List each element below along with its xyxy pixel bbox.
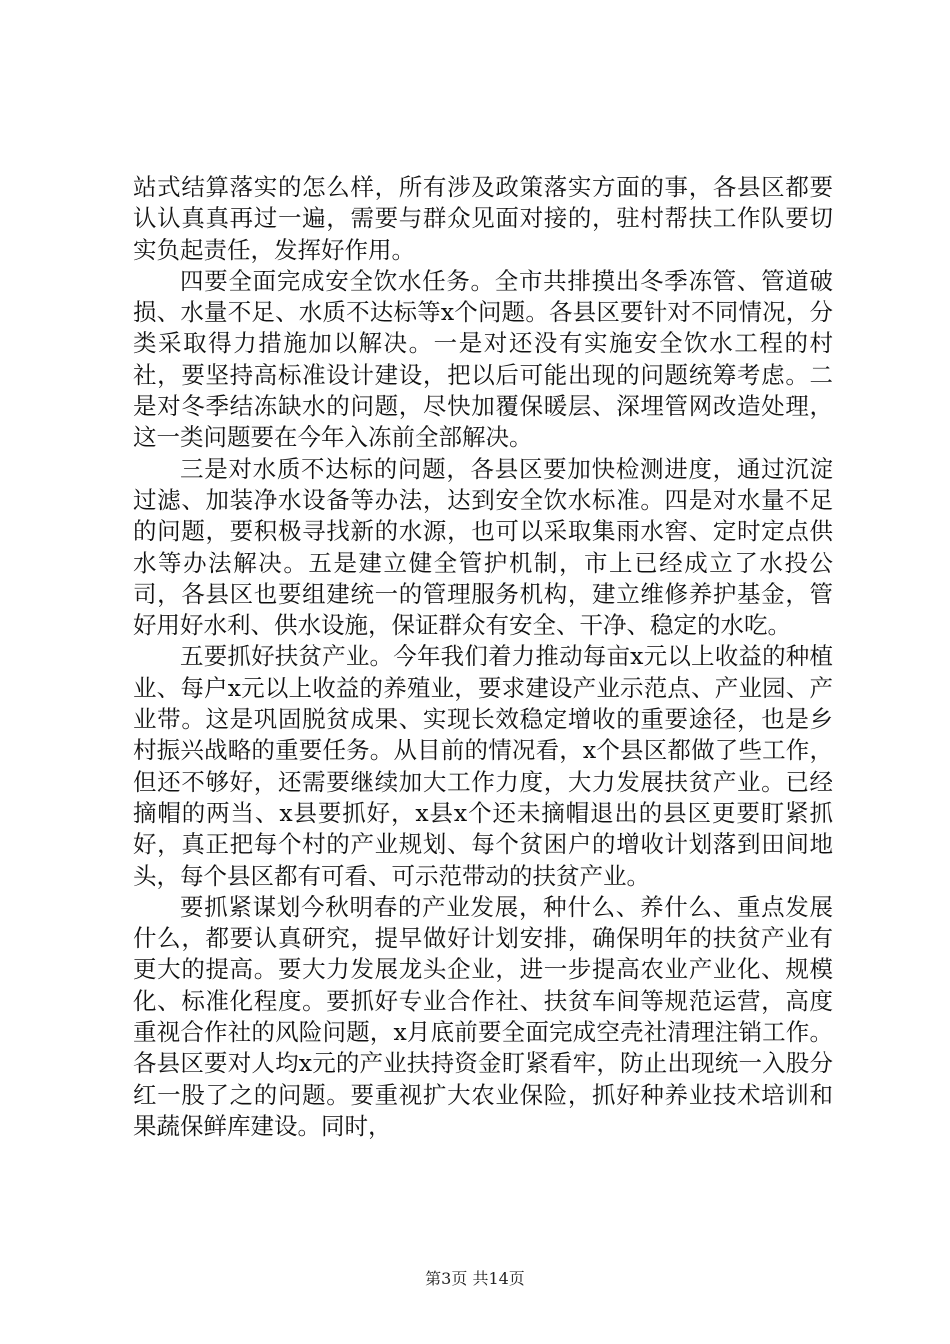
paragraph-continued: 站式结算落实的怎么样，所有涉及政策落实方面的事，各县区都要认认真真再过一遍，需要与群众见面对接的，驻村帮扶工作队要切实负起责任，发挥好作用。 bbox=[133, 173, 833, 264]
page-number-footer: 第3页 共14页 bbox=[425, 1269, 525, 1288]
paragraph-water-quality: 三是对水质不达标的问题，各县区要加快检测进度，通过沉淀过滤、加装净水设备等办法，达到安全饮水标准。四是对水量不足的问题，要积极寻找新的水源，也可以采取集雨水窖、定时定点供水等办法解决。五是建立健全管护机制，市上已经成立了水投公司，各县区也要组建统一的管理服务机构，建立维修养护基金，管好用好水利、供水设施，保证群众有安全、干净、稳定的水吃。 bbox=[133, 454, 833, 640]
paragraph-industry-planning: 要抓紧谋划今秋明春的产业发展，种什么、养什么、重点发展什么，都要认真研究，提早做好计划安排，确保明年的扶贫产业有更大的提高。要大力发展龙头企业，进一步提高农业产业化、规模化、标准化程度。要抓好专业合作社、扶贫车间等规范运营，高度重视合作社的风险问题，x月底前要全面完成空壳社清理注销工作。各县区要对人均x元的产业扶持资金盯紧看牢，防止出现统一入股分红一股了之的问题。要重视扩大农业保险，抓好种养业技术培训和果蔬保鲜库建设。同时， bbox=[133, 892, 833, 1140]
paragraph-poverty-industry: 五要抓好扶贫产业。今年我们着力推动每亩x元以上收益的种植业、每户x元以上收益的养殖业，要求建设产业示范点、产业园、产业带。这是巩固脱贫成果、实现长效稳定增收的重要途径，也是乡村振兴战略的重要任务。从目前的情况看，x个县区都做了些工作，但还不够好，还需要继续加大工作力度，大力发展扶贫产业。已经摘帽的两当、x县要抓好，x县x个还未摘帽退出的县区更要盯紧抓好，真正把每个村的产业规划、每个贫困户的增收计划落到田间地头，每个县区都有可看、可示范带动的扶贫产业。 bbox=[133, 642, 833, 890]
paragraph-drinking-water: 四要全面完成安全饮水任务。全市共排摸出冬季冻管、管道破损、水量不足、水质不达标等x个问题。各县区要针对不同情况，分类采取得力措施加以解决。一是对还没有实施安全饮水工程的村社，要坚持高标准设计建设，把以后可能出现的问题统筹考虑。二是对冬季结冻缺水的问题，尽快加覆保暖层、深埋管网改造处理，这一类问题要在今年入冻前全部解决。 bbox=[133, 266, 833, 452]
document-body bbox=[133, 172, 833, 1142]
